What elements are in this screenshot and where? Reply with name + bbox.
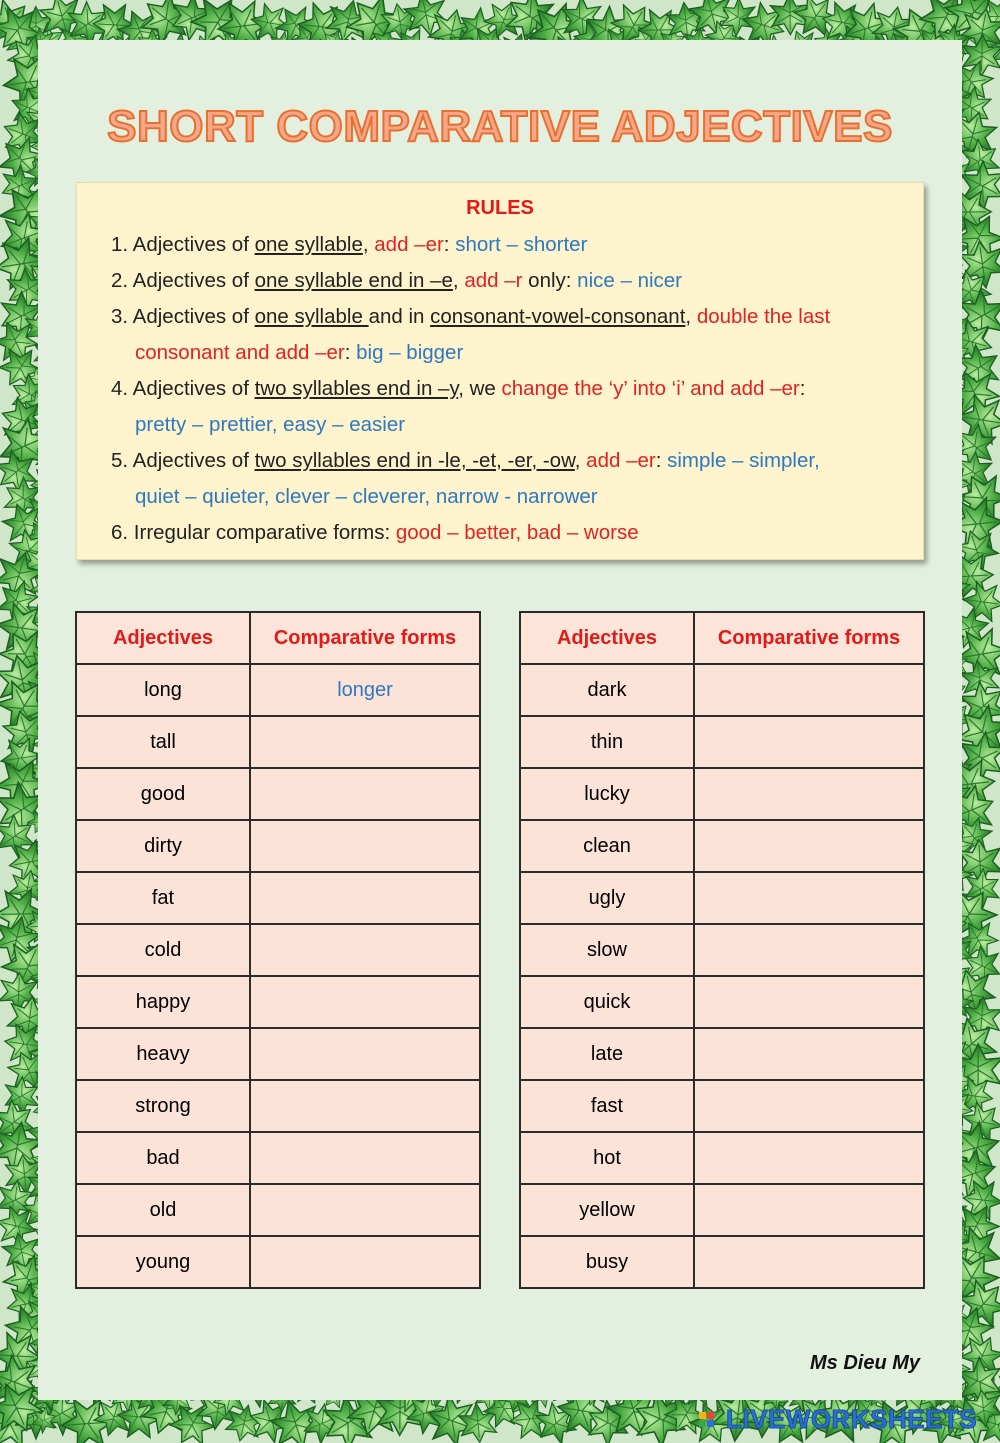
table-row xyxy=(76,1028,480,1080)
table-row xyxy=(520,924,924,976)
table-row xyxy=(520,1184,924,1236)
liveworksheets-logo-icon xyxy=(698,1409,722,1431)
comparative-answer-cell[interactable] xyxy=(250,1236,480,1288)
comparative-answer-cell[interactable]: longer xyxy=(250,664,480,716)
author-signature: Ms Dieu My xyxy=(810,1352,921,1374)
comparative-answer-cell[interactable] xyxy=(694,1132,924,1184)
brand-watermark xyxy=(698,1404,977,1435)
rules-heading: RULES xyxy=(466,197,534,219)
adjective-cell: happy xyxy=(76,976,250,1028)
comparative-answer-cell[interactable] xyxy=(694,820,924,872)
adjective-cell: young xyxy=(76,1236,250,1288)
adjectives-table-left xyxy=(75,611,481,1289)
comparative-answer-cell[interactable] xyxy=(694,768,924,820)
column-header-adjectives: Adjectives xyxy=(76,612,250,664)
column-header-comparative: Comparative forms xyxy=(250,612,480,664)
adjective-cell: old xyxy=(76,1184,250,1236)
table-row xyxy=(76,1080,480,1132)
comparative-answer-cell[interactable] xyxy=(694,1028,924,1080)
comparative-answer-cell[interactable] xyxy=(694,1080,924,1132)
table-row xyxy=(520,1028,924,1080)
table-row xyxy=(520,1080,924,1132)
adjective-cell: good xyxy=(76,768,250,820)
table-row xyxy=(520,1132,924,1184)
comparative-answer-cell[interactable] xyxy=(250,872,480,924)
adjective-cell: heavy xyxy=(76,1028,250,1080)
comparative-answer-cell[interactable] xyxy=(250,1080,480,1132)
rules-box xyxy=(76,182,924,560)
comparative-answer-cell[interactable] xyxy=(694,664,924,716)
column-header-adjectives: Adjectives xyxy=(520,612,694,664)
table-row xyxy=(76,872,480,924)
comparative-answer-cell[interactable] xyxy=(250,976,480,1028)
adjective-cell: bad xyxy=(76,1132,250,1184)
table-row xyxy=(76,1236,480,1288)
comparative-answer-cell[interactable] xyxy=(250,768,480,820)
adjective-cell: cold xyxy=(76,924,250,976)
comparative-answer-cell[interactable] xyxy=(694,976,924,1028)
adjective-cell: ugly xyxy=(520,872,694,924)
table-row xyxy=(76,1184,480,1236)
adjective-cell: thin xyxy=(520,716,694,768)
comparative-answer-cell[interactable] xyxy=(250,1028,480,1080)
column-header-comparative: Comparative forms xyxy=(694,612,924,664)
table-row xyxy=(76,924,480,976)
adjectives-table-right xyxy=(519,611,925,1289)
adjective-cell: strong xyxy=(76,1080,250,1132)
comparative-answer-cell[interactable] xyxy=(250,1132,480,1184)
comparative-answer-cell[interactable] xyxy=(250,716,480,768)
adjective-cell: quick xyxy=(520,976,694,1028)
table-row xyxy=(76,976,480,1028)
table-row xyxy=(76,1132,480,1184)
comparative-answer-cell[interactable] xyxy=(694,1236,924,1288)
table-row xyxy=(520,664,924,716)
comparative-answer-cell[interactable] xyxy=(694,1184,924,1236)
table-row xyxy=(76,716,480,768)
comparative-answer-cell[interactable] xyxy=(694,716,924,768)
adjective-cell: fat xyxy=(76,872,250,924)
adjective-cell: long xyxy=(76,664,250,716)
table-row xyxy=(76,664,480,716)
adjective-cell: hot xyxy=(520,1132,694,1184)
adjective-cell: late xyxy=(520,1028,694,1080)
rule-1: 1. Adjectives of one syllable, add –er: short – shorter xyxy=(111,233,588,256)
table-row xyxy=(520,768,924,820)
table-row xyxy=(76,820,480,872)
adjective-cell: slow xyxy=(520,924,694,976)
table-row xyxy=(76,768,480,820)
adjective-cell: busy xyxy=(520,1236,694,1288)
adjective-cell: dirty xyxy=(76,820,250,872)
table-row xyxy=(520,976,924,1028)
comparative-answer-cell[interactable] xyxy=(250,924,480,976)
table-row xyxy=(520,1236,924,1288)
adjective-cell: dark xyxy=(520,664,694,716)
rule-6: 6. Irregular comparative forms: good – better, bad – worse xyxy=(111,521,639,544)
adjective-cell: yellow xyxy=(520,1184,694,1236)
comparative-answer-cell[interactable] xyxy=(250,820,480,872)
adjective-cell: lucky xyxy=(520,768,694,820)
table-row xyxy=(520,820,924,872)
comparative-answer-cell[interactable] xyxy=(250,1184,480,1236)
comparative-answer-cell[interactable] xyxy=(694,924,924,976)
rule-4: 4. Adjectives of two syllables end in –y, we change the ‘y’ into ‘i’ and add –er: pretty – prettier, easy – easier xyxy=(111,377,806,436)
adjective-cell: fast xyxy=(520,1080,694,1132)
table-row xyxy=(520,716,924,768)
rule-5: 5. Adjectives of two syllables end in -le, -et, -er, -ow, add –er: simple – simpler, quiet – quieter, clever – cleverer, narrow - narrower xyxy=(111,449,820,508)
adjective-cell: tall xyxy=(76,716,250,768)
adjective-cell: clean xyxy=(520,820,694,872)
comparative-answer-cell[interactable] xyxy=(694,872,924,924)
brand-name: LIVEWORKSHEETS xyxy=(726,1404,978,1434)
page-title: SHORT COMPARATIVE ADJECTIVES xyxy=(107,102,893,151)
rule-2: 2. Adjectives of one syllable end in –e, add –r only: nice – nicer xyxy=(111,269,683,292)
table-row xyxy=(520,872,924,924)
rule-3: 3. Adjectives of one syllable and in consonant-vowel-consonant, double the last consonant and add –er: big – bigger xyxy=(111,305,831,364)
